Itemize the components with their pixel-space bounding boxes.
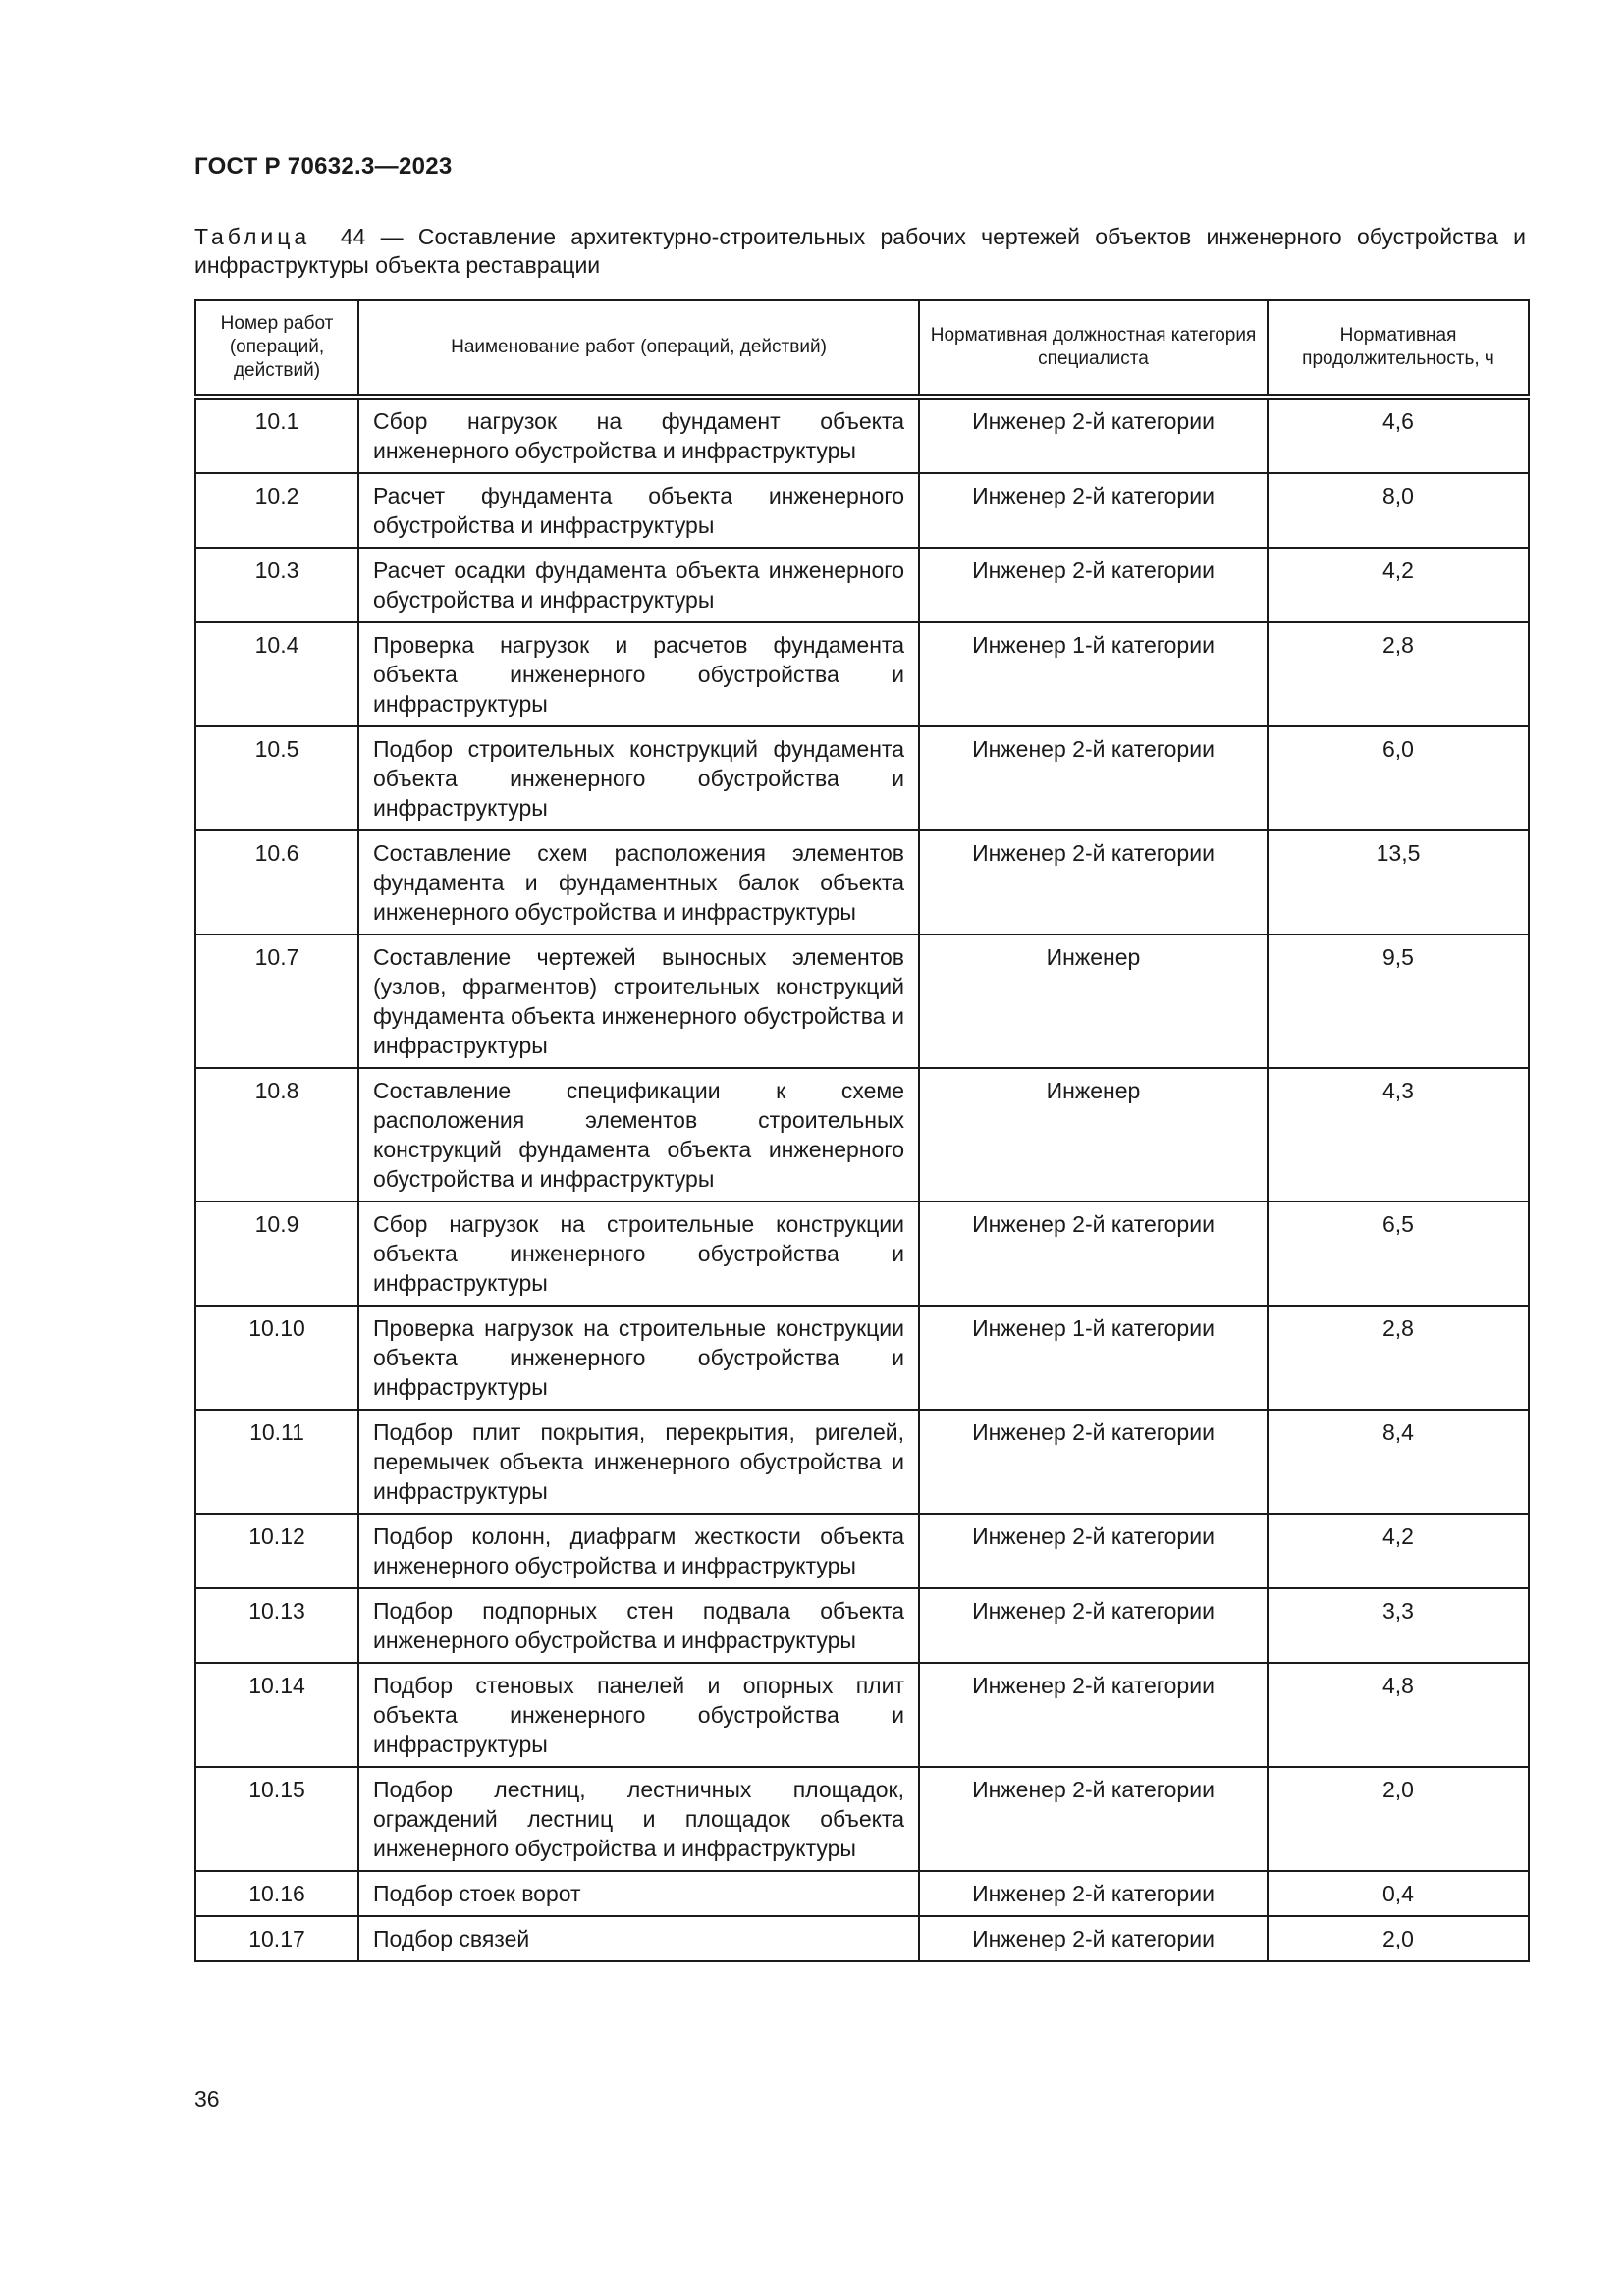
work-duration: 4,6 (1268, 397, 1529, 473)
column-header-number: Номер работ (операций, действий) (195, 300, 358, 397)
work-number: 10.10 (195, 1306, 358, 1410)
work-number: 10.4 (195, 622, 358, 726)
column-header-name: Наименование работ (операций, действий) (358, 300, 919, 397)
work-name: Подбор колонн, диафрагм жесткости объекта инженерного обустройства и инфраструктуры (358, 1514, 919, 1588)
work-name: Составление спецификации к схеме расположения элементов строительных конструкций фундамента объекта инженерного обустройства и инфраструктуры (358, 1068, 919, 1201)
work-number: 10.14 (195, 1663, 358, 1767)
work-name: Сбор нагрузок на строительные конструкции объекта инженерного обустройства и инфраструктуры (358, 1201, 919, 1306)
table-header-row (195, 300, 1529, 397)
work-name: Подбор связей (358, 1916, 919, 1961)
column-header-duration: Нормативная продолжительность, ч (1268, 300, 1529, 397)
work-number: 10.2 (195, 473, 358, 548)
specialist-category: Инженер 2-й категории (919, 548, 1268, 622)
specialist-category: Инженер 2-й категории (919, 830, 1268, 934)
table-row (195, 726, 1529, 830)
specialist-category: Инженер 1-й категории (919, 622, 1268, 726)
specialist-category: Инженер 2-й категории (919, 1663, 1268, 1767)
table-row (195, 622, 1529, 726)
specialist-category: Инженер (919, 934, 1268, 1068)
specialist-category: Инженер (919, 1068, 1268, 1201)
work-duration: 4,2 (1268, 548, 1529, 622)
work-number: 10.11 (195, 1410, 358, 1514)
work-duration: 9,5 (1268, 934, 1529, 1068)
work-duration: 6,0 (1268, 726, 1529, 830)
table-row (195, 1871, 1529, 1916)
work-name: Расчет фундамента объекта инженерного обустройства и инфраструктуры (358, 473, 919, 548)
table-row (195, 473, 1529, 548)
table-row (195, 1068, 1529, 1201)
table-row (195, 1410, 1529, 1514)
specialist-category: Инженер 2-й категории (919, 1410, 1268, 1514)
work-duration: 13,5 (1268, 830, 1529, 934)
caption-text: — Составление архитектурно-строительных рабочих чертежей объектов инженерного обустройства и инфраструктуры объекта реставрации (194, 224, 1527, 278)
table-row (195, 548, 1529, 622)
work-duration: 4,2 (1268, 1514, 1529, 1588)
work-duration: 6,5 (1268, 1201, 1529, 1306)
table-row (195, 1201, 1529, 1306)
table-row (195, 934, 1529, 1068)
table-row (195, 1588, 1529, 1663)
work-name: Составление чертежей выносных элементов (узлов, фрагментов) строительных конструкций фундамента объекта инженерного обустройства и инфраструктуры (358, 934, 919, 1068)
specialist-category: Инженер 2-й категории (919, 1201, 1268, 1306)
work-number: 10.17 (195, 1916, 358, 1961)
work-number: 10.1 (195, 397, 358, 473)
work-name: Подбор подпорных стен подвала объекта инженерного обустройства и инфраструктуры (358, 1588, 919, 1663)
work-duration: 8,4 (1268, 1410, 1529, 1514)
work-duration: 4,8 (1268, 1663, 1529, 1767)
table-row (195, 1514, 1529, 1588)
work-number: 10.15 (195, 1767, 358, 1871)
table-row (195, 1306, 1529, 1410)
work-number: 10.12 (195, 1514, 358, 1588)
work-number: 10.8 (195, 1068, 358, 1201)
specialist-category: Инженер 1-й категории (919, 1306, 1268, 1410)
work-number: 10.5 (195, 726, 358, 830)
work-name: Подбор стеновых панелей и опорных плит объекта инженерного обустройства и инфраструктуры (358, 1663, 919, 1767)
work-number: 10.7 (195, 934, 358, 1068)
work-name: Подбор лестниц, лестничных площадок, ограждений лестниц и площадок объекта инженерного обустройства и инфраструктуры (358, 1767, 919, 1871)
column-header-category: Нормативная должностная категория специалиста (919, 300, 1268, 397)
work-name: Проверка нагрузок на строительные конструкции объекта инженерного обустройства и инфраструктуры (358, 1306, 919, 1410)
table-caption (194, 223, 1526, 280)
work-number: 10.6 (195, 830, 358, 934)
specialist-category: Инженер 2-й категории (919, 473, 1268, 548)
work-duration: 2,8 (1268, 622, 1529, 726)
caption-label: Таблица (194, 224, 311, 249)
table-row (195, 1767, 1529, 1871)
work-number: 10.16 (195, 1871, 358, 1916)
norms-table (194, 299, 1530, 1962)
document-header: ГОСТ Р 70632.3—2023 (194, 153, 453, 180)
specialist-category: Инженер 2-й категории (919, 1514, 1268, 1588)
caption-number: 44 (340, 224, 366, 249)
work-duration: 2,0 (1268, 1767, 1529, 1871)
work-duration: 8,0 (1268, 473, 1529, 548)
table-row (195, 1663, 1529, 1767)
work-name: Подбор стоек ворот (358, 1871, 919, 1916)
work-duration: 0,4 (1268, 1871, 1529, 1916)
specialist-category: Инженер 2-й категории (919, 397, 1268, 473)
work-name: Составление схем расположения элементов фундамента и фундаментных балок объекта инженерного обустройства и инфраструктуры (358, 830, 919, 934)
work-number: 10.13 (195, 1588, 358, 1663)
work-name: Сбор нагрузок на фундамент объекта инженерного обустройства и инфраструктуры (358, 397, 919, 473)
specialist-category: Инженер 2-й категории (919, 1767, 1268, 1871)
specialist-category: Инженер 2-й категории (919, 1916, 1268, 1961)
page-number: 36 (194, 2086, 220, 2111)
table-row (195, 397, 1529, 473)
work-number: 10.3 (195, 548, 358, 622)
table-row (195, 830, 1529, 934)
work-name: Расчет осадки фундамента объекта инженерного обустройства и инфраструктуры (358, 548, 919, 622)
table-row (195, 1916, 1529, 1961)
work-name: Подбор строительных конструкций фундамента объекта инженерного обустройства и инфраструктуры (358, 726, 919, 830)
specialist-category: Инженер 2-й категории (919, 726, 1268, 830)
work-duration: 4,3 (1268, 1068, 1529, 1201)
work-number: 10.9 (195, 1201, 358, 1306)
work-duration: 2,0 (1268, 1916, 1529, 1961)
work-name: Подбор плит покрытия, перекрытия, ригелей, перемычек объекта инженерного обустройства и инфраструктуры (358, 1410, 919, 1514)
work-duration: 2,8 (1268, 1306, 1529, 1410)
work-duration: 3,3 (1268, 1588, 1529, 1663)
work-name: Проверка нагрузок и расчетов фундамента объекта инженерного обустройства и инфраструктуры (358, 622, 919, 726)
specialist-category: Инженер 2-й категории (919, 1871, 1268, 1916)
specialist-category: Инженер 2-й категории (919, 1588, 1268, 1663)
